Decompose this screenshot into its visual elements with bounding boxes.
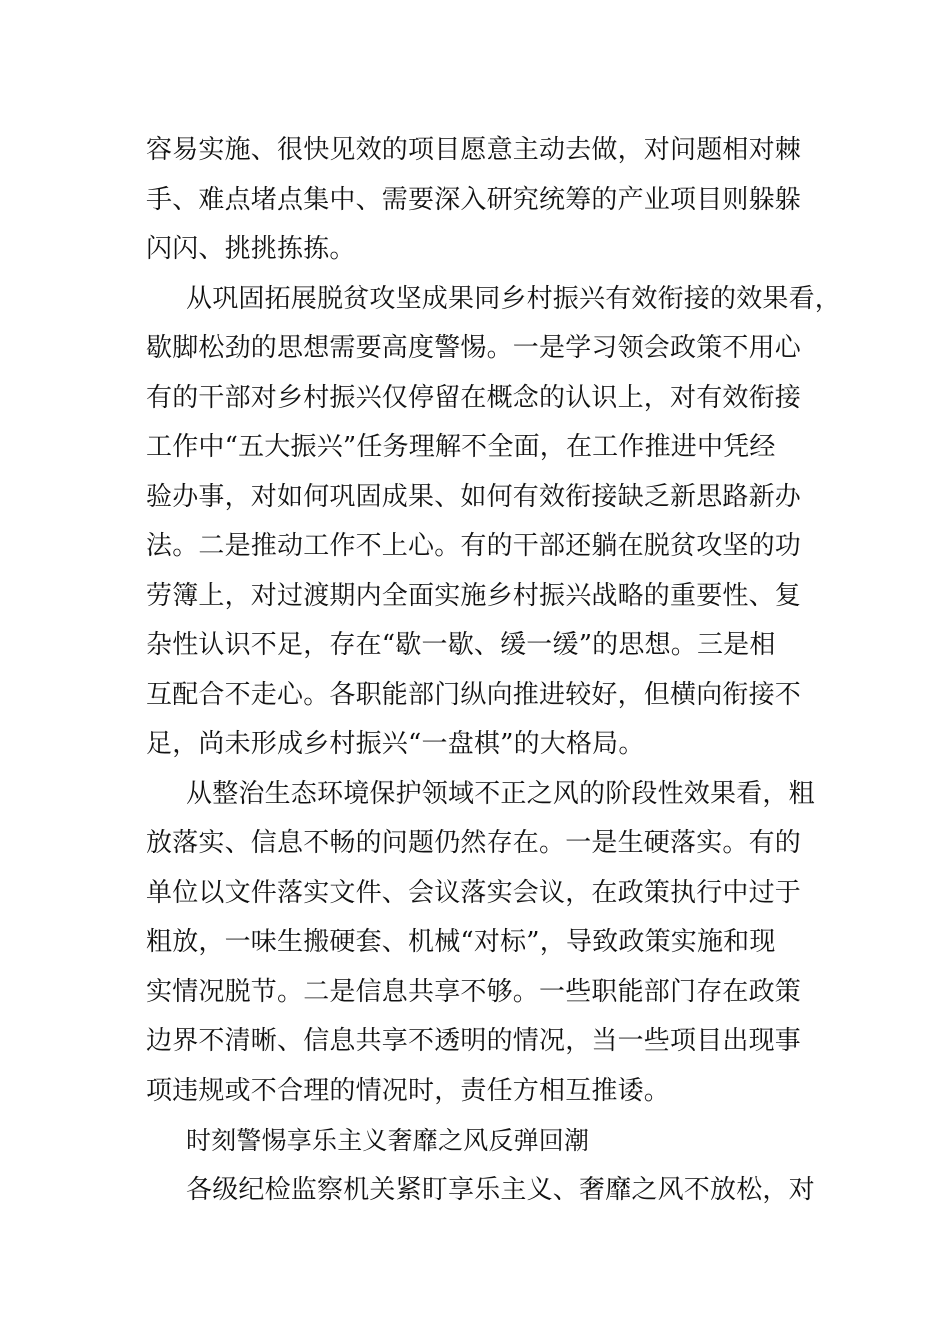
paragraph-1-line-1: 容易实施、很快见效的项目愿意主动去做，对问题相对棘: [146, 135, 802, 165]
paragraph-2-line-8: 杂性认识不足，存在“歇一歇、缓一缓”的思想。三是相: [146, 630, 776, 660]
paragraph-1-line-2: 手、难点堵点集中、需要深入研究统筹的产业项目则躲躲: [146, 184, 802, 215]
paragraph-4-line-1: 各级纪检监察机关紧盯享乐主义、奢靡之风不放松，对: [186, 1174, 815, 1205]
body-text: [146, 126, 842, 1215]
paragraph-2-line-4: 工作中“五大振兴”任务理解不全面，在工作推进中凭经: [146, 432, 776, 462]
paragraph-2-line-7: 劳簿上，对过渡期内全面实施乡村振兴战略的重要性、复: [146, 580, 802, 611]
paragraph-2-line-3: 有的干部对乡村振兴仅停留在概念的认识上，对有效衔接: [146, 382, 802, 413]
paragraph-1-line-3: 闪闪、挑挑拣拣。: [146, 234, 356, 264]
paragraph-2-line-1: 从巩固拓展脱贫攻坚成果同乡村振兴有效衔接的效果看，: [186, 283, 842, 314]
paragraph-2-line-5: 验办事，对如何巩固成果、如何有效衔接缺乏新思路新办: [146, 481, 802, 512]
paragraph-2-line-10: 足，尚未形成乡村振兴“一盘棋”的大格局。: [146, 729, 645, 759]
paragraph-2-line-6: 法。二是推动工作不上心。有的干部还躺在脱贫攻坚的功: [146, 531, 802, 561]
paragraph-3-line-6: 边界不清晰、信息共享不透明的情况，当一些项目出现事: [146, 1026, 802, 1056]
paragraph-3-line-7: 项违规或不合理的情况时，责任方相互推诿。: [146, 1075, 671, 1106]
section-heading: 时刻警惕享乐主义奢靡之风反弹回潮: [186, 1126, 590, 1155]
paragraph-3-line-2: 放落实、信息不畅的问题仍然存在。一是生硬落实。有的: [146, 828, 802, 858]
paragraph-2-line-2: 歇脚松劲的思想需要高度警惕。一是学习领会政策不用心: [146, 333, 802, 363]
paragraph-2-line-9: 互配合不走心。各职能部门纵向推进较好，但横向衔接不: [146, 679, 802, 710]
paragraph-3-line-4: 粗放，一味生搬硬套、机械“对标”，导致政策实施和现: [146, 927, 776, 957]
paragraph-3-line-5: 实情况脱节。二是信息共享不够。一些职能部门存在政策: [146, 976, 802, 1007]
paragraph-3-line-1: 从整治生态环境保护领域不正之风的阶段性效果看，粗: [186, 778, 815, 809]
paragraph-3-line-3: 单位以文件落实文件、会议落实会议，在政策执行中过于: [146, 877, 802, 908]
